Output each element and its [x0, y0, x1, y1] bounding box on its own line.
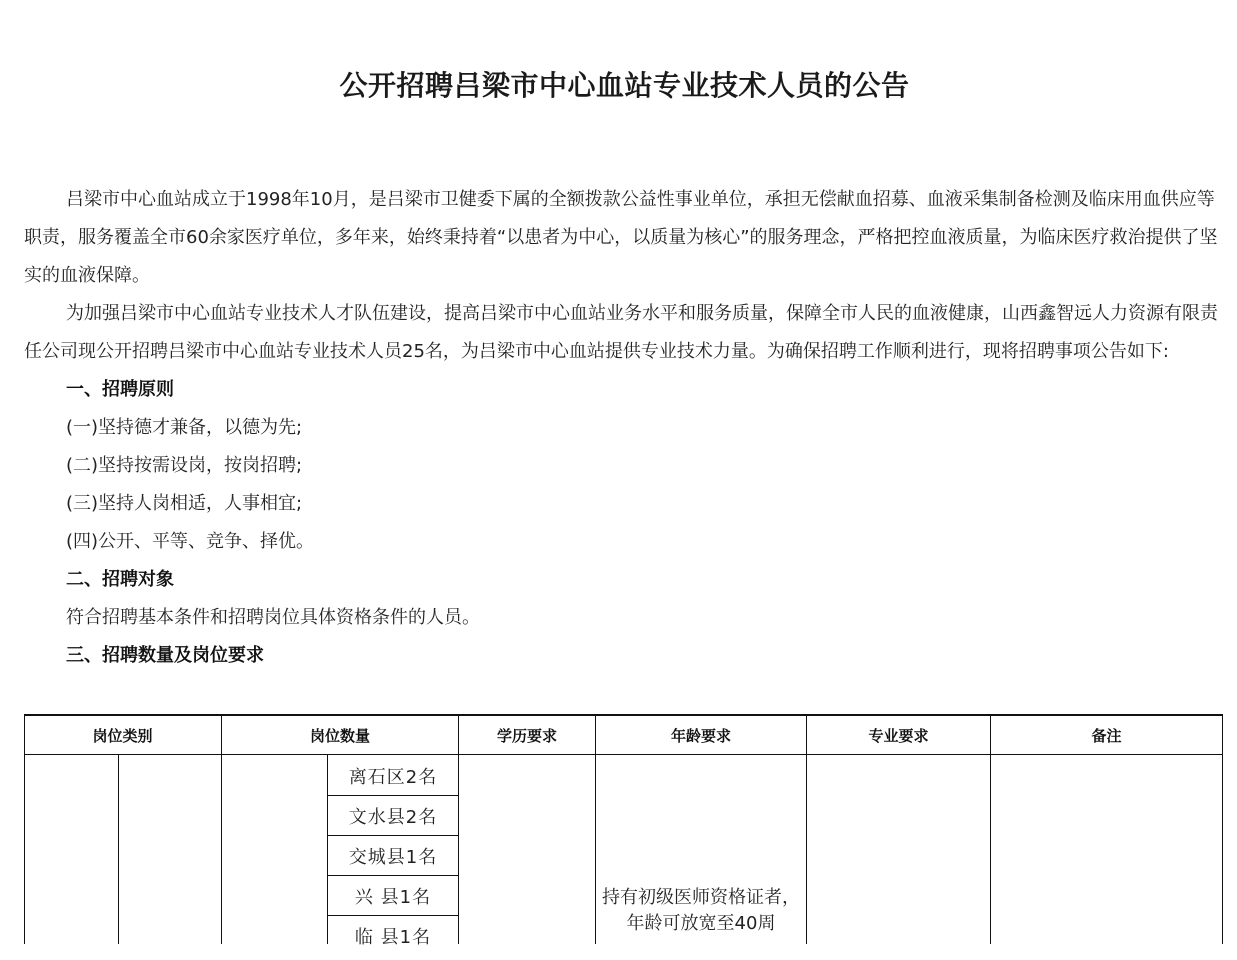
section-heading-positions: 三、招聘数量及岗位要求 [66, 645, 264, 666]
header-notes: 备注 [1091, 727, 1122, 745]
subcolumn-divider [118, 754, 119, 944]
principle-item: (二)坚持按需设岗，按岗招聘; [66, 455, 303, 476]
table-header-divider [24, 754, 1223, 755]
header-major: 专业要求 [868, 727, 929, 745]
page-title: 公开招聘吕梁市中心血站专业技术人员的公告 [339, 69, 910, 102]
section-heading-principles: 一、招聘原则 [66, 379, 174, 400]
table-border-right [1222, 714, 1223, 944]
region-quota: 交城县1名 [348, 847, 438, 868]
header-position-count: 岗位数量 [309, 727, 370, 745]
positions-table [24, 714, 1223, 948]
region-quota: 临 县1名 [354, 927, 432, 948]
region-quota: 离石区2名 [348, 767, 438, 788]
principle-item: (四)公开、平等、竞争、择优。 [66, 531, 315, 552]
header-age: 年龄要求 [670, 727, 731, 745]
region-quota: 文水县2名 [348, 807, 438, 828]
region-quota: 兴 县1名 [354, 887, 432, 908]
section-heading-targets: 二、招聘对象 [66, 569, 174, 590]
intro-paragraph: 吕梁市中心血站成立于1998年10月，是吕梁市卫健委下属的全额拨款公益性事业单位，承担无偿献血招募、血液采集制备检测及临床用血供应等职责，服务覆盖全市60余家医疗单位，多年来，始终秉持着“以患者为中心，以质量为核心”的服务理念，严格把控血液质量，为临床医疗救治提供了坚实的血液保障。 [24, 189, 1218, 286]
targets-text: 符合招聘基本条件和招聘岗位具体资格条件的人员。 [66, 607, 480, 628]
header-position-type: 岗位类别 [92, 727, 153, 745]
principle-item: (一)坚持德才兼备，以德为先; [66, 417, 303, 438]
principle-item: (三)坚持人岗相适，人事相宜; [66, 493, 303, 514]
age-requirement-text: 持有初级医师资格证者，年龄可放宽至40周 [602, 887, 800, 934]
header-education: 学历要求 [496, 727, 557, 745]
purpose-paragraph: 为加强吕梁市中心血站专业技术人才队伍建设，提高吕梁市中心血站业务水平和服务质量，保障全市人民的血液健康，山西鑫智远人力资源有限责任公司现公开招聘吕梁市中心血站专业技术人员25名，为吕梁市中心血站提供专业技术力量。为确保招聘工作顺利进行，现将招聘事项公告如下: [24, 303, 1218, 362]
document-body [24, 181, 1224, 675]
